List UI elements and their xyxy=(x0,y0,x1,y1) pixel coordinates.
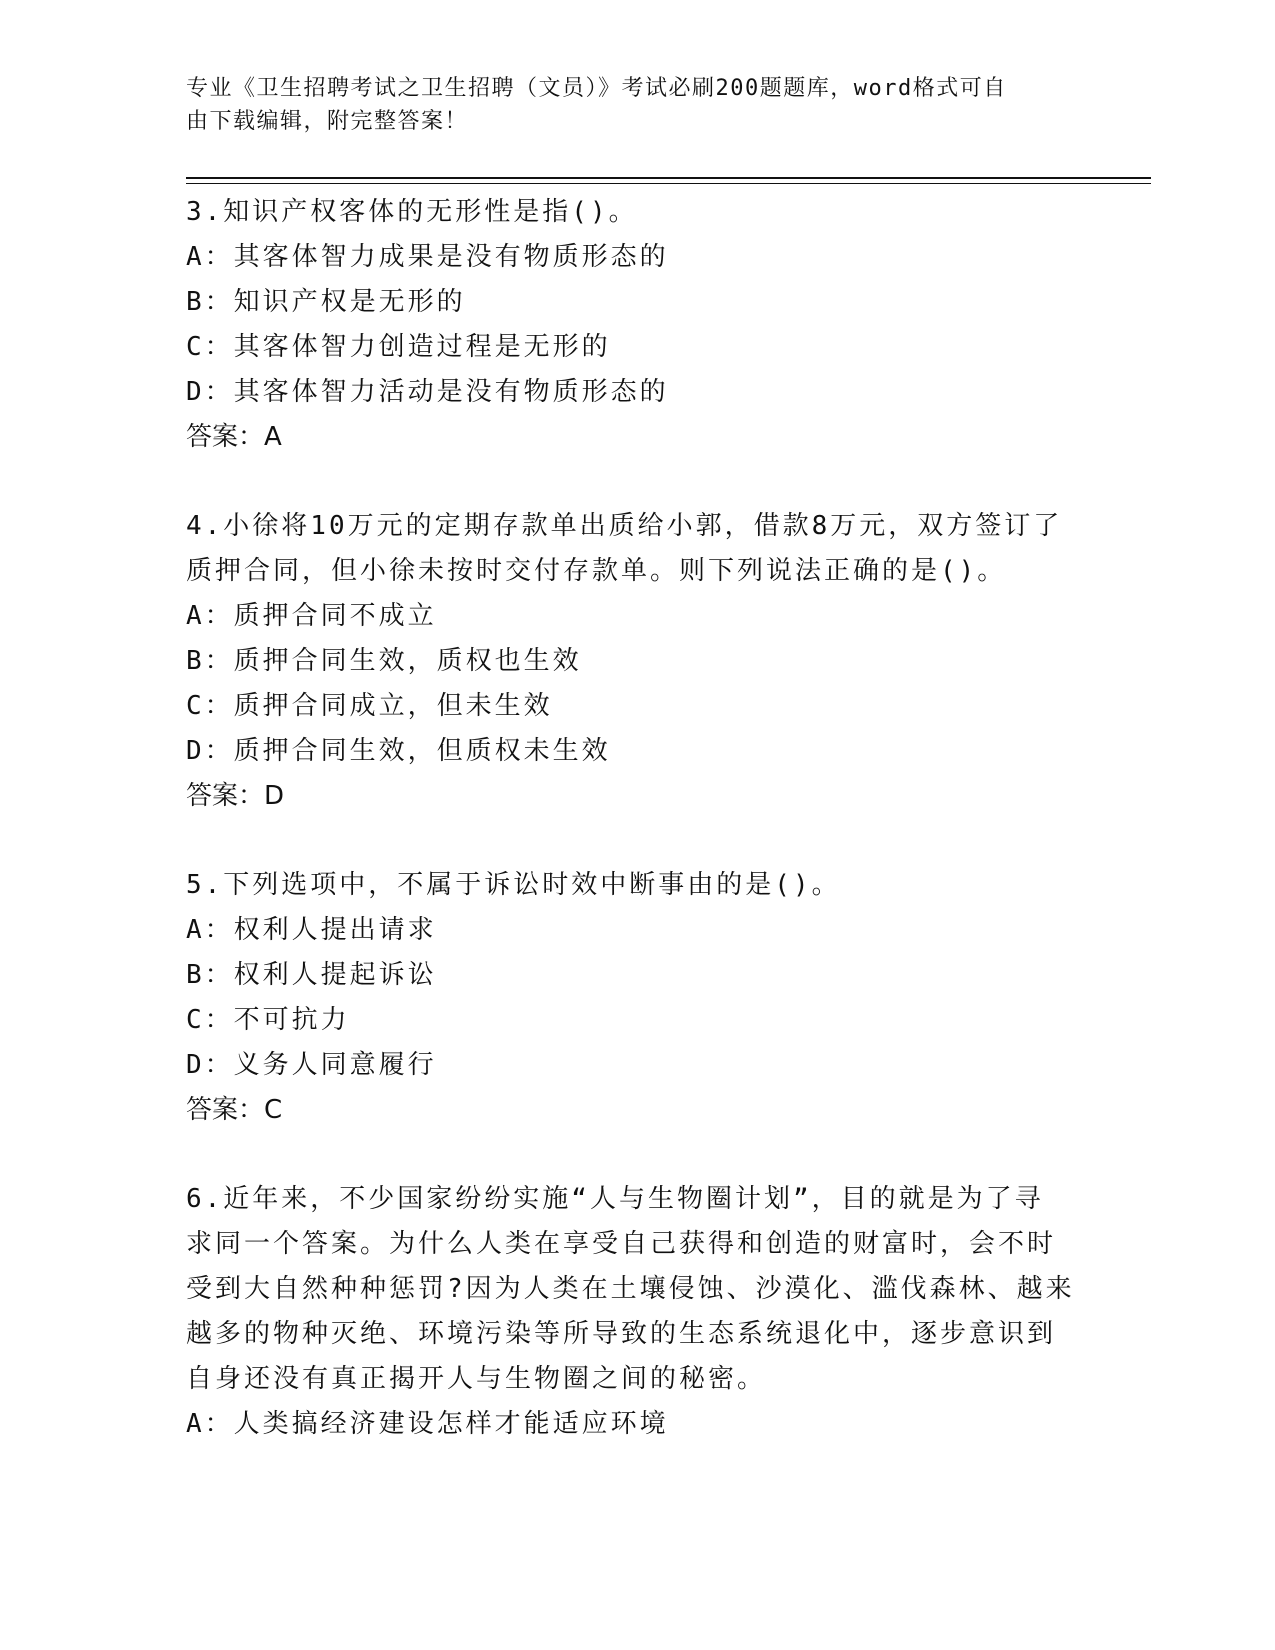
option-a: A：权利人提出请求 xyxy=(186,915,437,945)
option-c: C：质押合同成立，但未生效 xyxy=(186,691,553,721)
option-a: A：质押合同不成立 xyxy=(186,601,437,631)
option-d: D：其客体智力活动是没有物质形态的 xyxy=(186,377,669,407)
header-divider-thin xyxy=(186,183,1151,184)
header-divider-thick xyxy=(186,177,1151,179)
question-stem: 5.下列选项中，不属于诉讼时效中断事由的是()。 xyxy=(186,870,841,900)
question-stem-line-5: 自身还没有真正揭开人与生物圈之间的秘密。 xyxy=(186,1364,767,1394)
answer-line: 答案：A xyxy=(186,422,282,452)
option-b: B：知识产权是无形的 xyxy=(186,287,466,317)
option-c: C：其客体智力创造过程是无形的 xyxy=(186,332,611,362)
question-stem-line-1: 4.小徐将10万元的定期存款单出质给小郭，借款8万元，双方签订了 xyxy=(186,511,1063,541)
question-4 xyxy=(186,504,1086,819)
document-header xyxy=(186,72,1066,138)
option-a: A：人类搞经济建设怎样才能适应环境 xyxy=(186,1409,669,1439)
question-stem-line-2: 质押合同，但小徐未按时交付存款单。则下列说法正确的是()。 xyxy=(186,556,1007,586)
question-stem-line-3: 受到大自然种种惩罚?因为人类在土壤侵蚀、沙漠化、滥伐森林、越来 xyxy=(186,1274,1075,1304)
question-stem: 3.知识产权客体的无形性是指()。 xyxy=(186,197,638,227)
answer-line: 答案：D xyxy=(186,781,285,811)
question-stem-line-4: 越多的物种灭绝、环境污染等所导致的生态系统退化中，逐步意识到 xyxy=(186,1319,1057,1349)
option-d: D：质押合同生效，但质权未生效 xyxy=(186,736,611,766)
answer-line: 答案：C xyxy=(186,1095,283,1125)
option-a: A：其客体智力成果是没有物质形态的 xyxy=(186,242,669,272)
header-line-2: 由下载编辑，附完整答案！ xyxy=(186,109,469,134)
question-5 xyxy=(186,863,1086,1133)
header-line-1: 专业《卫生招聘考试之卫生招聘（文员）》考试必刷200题题库，word格式可自 xyxy=(186,76,1007,101)
question-list xyxy=(186,190,1086,1491)
question-3 xyxy=(186,190,1086,460)
option-c: C：不可抗力 xyxy=(186,1005,350,1035)
option-b: B：权利人提起诉讼 xyxy=(186,960,437,990)
question-stem-line-2: 求同一个答案。为什么人类在享受自己获得和创造的财富时，会不时 xyxy=(186,1229,1057,1259)
option-d: D：义务人同意履行 xyxy=(186,1050,437,1080)
question-6 xyxy=(186,1177,1086,1447)
option-b: B：质押合同生效，质权也生效 xyxy=(186,646,582,676)
question-stem-line-1: 6.近年来，不少国家纷纷实施“人与生物圈计划”，目的就是为了寻 xyxy=(186,1184,1044,1214)
